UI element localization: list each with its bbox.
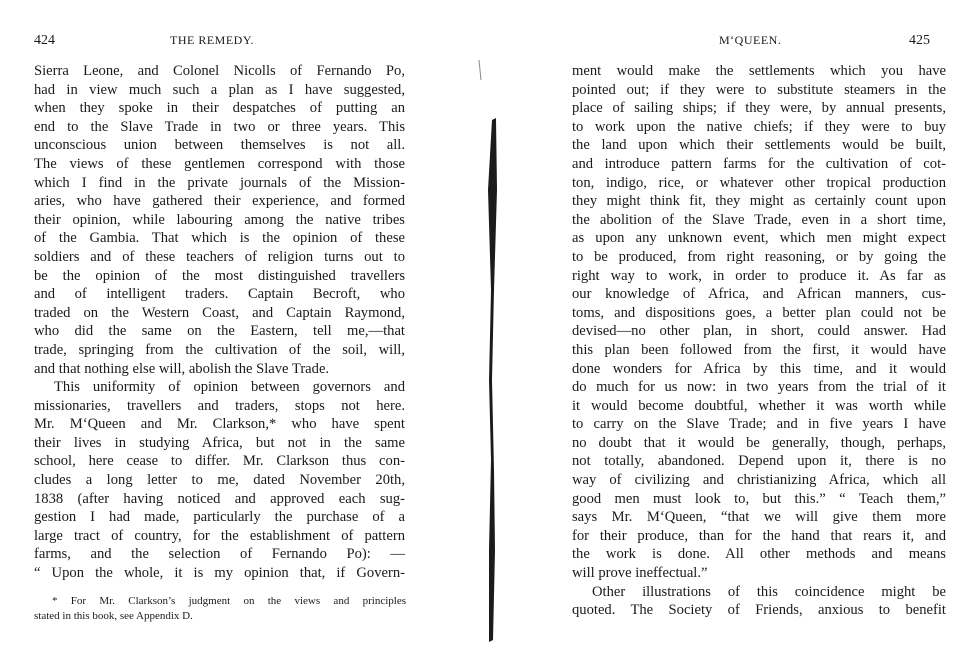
text-line: trade, springing from the cultivation of the soil, will, xyxy=(34,341,405,358)
text-line: farms, and the selection of Fernando Po): — xyxy=(34,546,405,563)
text-line: Mr. M‘Queen and Mr. Clarkson,* who have spent xyxy=(34,416,405,433)
text-line: when they spoke in their despatches of putting an xyxy=(34,100,405,117)
left-body-text xyxy=(34,62,405,583)
text-line: which I find in the private journals of the Mission- xyxy=(34,174,405,191)
right-running-head: M‘QUEEN. xyxy=(719,33,782,47)
text-line: the work is done. All other methods and means xyxy=(572,546,946,563)
text-line: no doubt that it would be generally, though, perhaps, xyxy=(572,434,946,451)
text-line: pointed out; if they were to substitute steamers in the xyxy=(572,81,946,98)
text-line: This uniformity of opinion between governors and xyxy=(54,379,405,396)
footnote xyxy=(34,594,406,624)
text-line: says Mr. M‘Queen, “that we will give them more xyxy=(572,509,946,526)
text-line: ton, indigo, rice, or whatever other tropical production xyxy=(572,174,946,191)
text-line: cludes a long letter to me, dated November 20th, xyxy=(34,472,405,489)
text-line: their lives in studying Africa, but not in the same xyxy=(34,434,405,451)
text-line: as upon any unknown event, which men might expect xyxy=(572,230,946,247)
text-line: this plan been followed from the first, it would have xyxy=(572,341,946,358)
text-line: for their produce, than for the hand that rears it, and xyxy=(572,527,946,544)
text-line: 1838 (after having noticed and approved each sug- xyxy=(34,490,405,507)
text-line: do much for us now: in two years from the trial of it xyxy=(572,379,946,396)
text-line: to be produced, from right reasoning, or by going the xyxy=(572,248,946,265)
text-line: done wonders for Africa by this time, and it would xyxy=(572,360,946,377)
text-line: large tract of country, for the establishment of pattern xyxy=(34,527,405,544)
text-line: soldiers and of these teachers of religion turns out to xyxy=(34,248,405,265)
text-line: The views of these gentlemen correspond with those xyxy=(34,155,405,172)
text-line: the land upon which their settlements would be built, xyxy=(572,137,946,154)
text-line: their opinion, while labouring among the native tribes xyxy=(34,211,405,228)
text-line: Sierra Leone, and Colonel Nicolls of Fernando Po, xyxy=(34,63,405,79)
text-line: the abolition of the Slave Trade, even in a short time, xyxy=(572,211,946,228)
text-line: good men must look to, but this.” “ Teach them,” xyxy=(572,490,946,507)
text-line: to work upon the native chiefs; if they were to buy xyxy=(572,118,946,135)
text-line: “ Upon the whole, it is my opinion that, if Govern- xyxy=(34,565,405,582)
text-line: aries, who have gathered their experience, and formed xyxy=(34,193,405,210)
text-line: of the Gambia. That which is the opinion of these xyxy=(34,230,405,247)
text-line: will prove ineffectual.” xyxy=(572,565,708,582)
left-running-head: THE REMEDY. xyxy=(170,33,254,47)
text-line: right way to work, in order to produce it. As far as xyxy=(572,267,946,284)
text-line: and that nothing else will, abolish the Slave Trade. xyxy=(34,360,330,377)
footnote-line: * For Mr. Clarkson’s judgment on the views and principles xyxy=(52,595,406,607)
left-page-number: 424 xyxy=(34,33,55,48)
text-line: who did the same on the Eastern, tell me,—that xyxy=(34,323,405,340)
text-line: had in view much such a plan as I have suggested, xyxy=(34,81,405,98)
text-line: and of intelligent traders. Captain Becroft, who xyxy=(34,286,405,303)
text-line: ment would make the settlements which you have xyxy=(572,63,946,79)
right-page-number: 425 xyxy=(909,33,930,48)
text-line: they might think fit, they might as certainly count upon xyxy=(572,193,946,210)
text-line: place of sailing ships; if they were, by annual presents, xyxy=(572,100,946,117)
text-line: to carry on the Slave Trade; and in five years I have xyxy=(572,416,946,433)
text-line: quoted. The Society of Friends, anxious to benefit xyxy=(572,602,946,619)
text-line: missionaries, travellers and traders, stops not here. xyxy=(34,397,405,414)
text-line: not totally, abandoned. Depend upon it, there is no xyxy=(572,453,946,470)
text-line: gestion I had made, particularly the purchase of a xyxy=(34,509,405,526)
right-page xyxy=(500,0,980,653)
text-line: unconscious union between themselves is not all. xyxy=(34,137,405,154)
left-page xyxy=(0,0,470,653)
footnote-line: stated in this book, see Appendix D. xyxy=(34,610,193,622)
text-line: our knowledge of Africa, and African manners, cus- xyxy=(572,286,946,303)
text-line: toms, and dispositions goes, a better plan could not be xyxy=(572,304,946,321)
text-line: be the opinion of the most distinguished travellers xyxy=(34,267,405,284)
text-line: it would become doubtful, whether it was worth while xyxy=(572,397,946,414)
text-line: way of civilizing and christianizing Africa, which all xyxy=(572,472,946,489)
text-line: end to the Slave Trade in two or three years. This xyxy=(34,118,405,135)
text-line: Other illustrations of this coincidence might be xyxy=(592,583,946,600)
right-body-text xyxy=(572,62,946,620)
text-line: school, here cease to differ. Mr. Clarkson thus con- xyxy=(34,453,405,470)
text-line: traded on the Western Coast, and Captain Raymond, xyxy=(34,304,405,321)
text-line: devised—no other plan, in short, could answer. Had xyxy=(572,323,946,340)
text-line: and introduce pattern farms for the cultivation of cot- xyxy=(572,155,946,172)
